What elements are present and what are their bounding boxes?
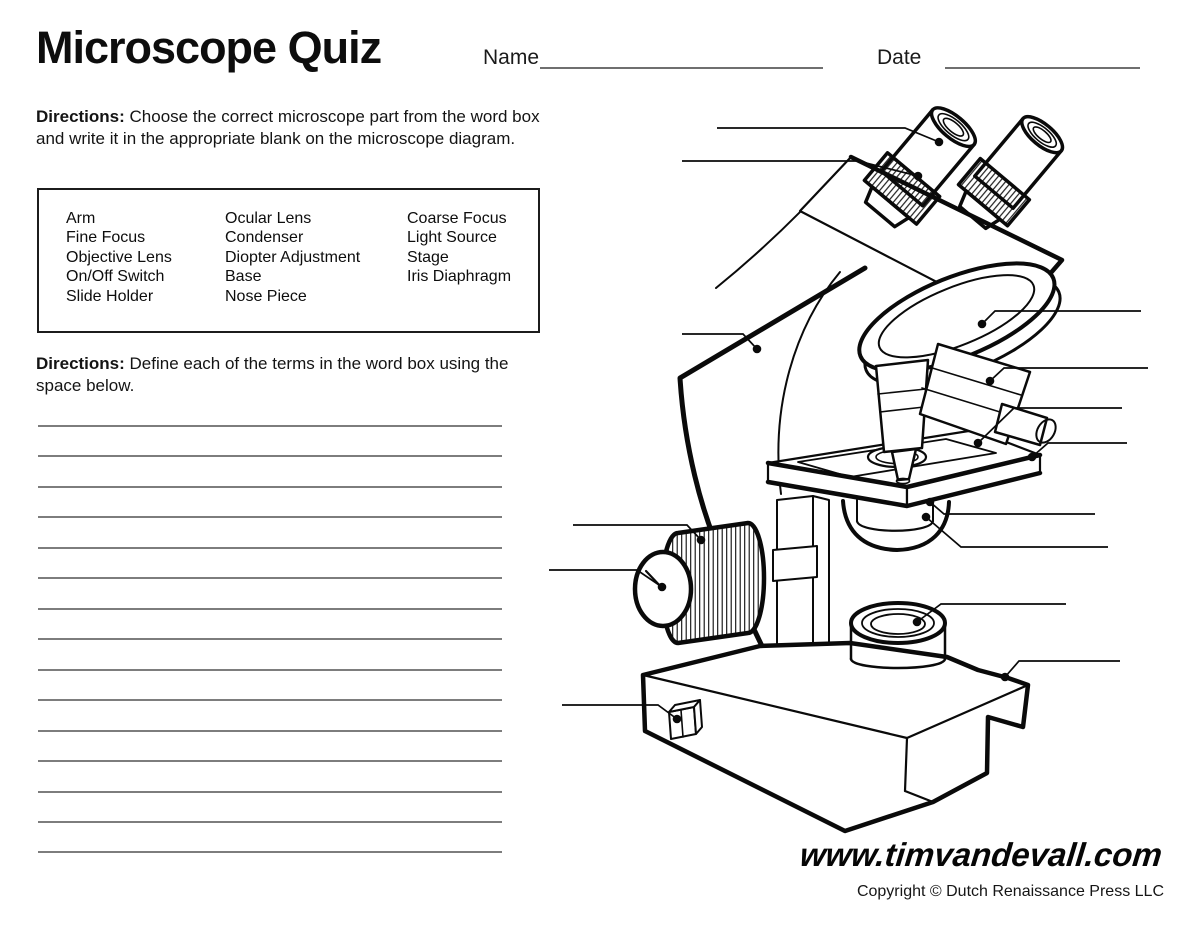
date-label: Date xyxy=(877,46,922,69)
answer-blank-condenser[interactable] xyxy=(930,502,1095,514)
pointer-dot xyxy=(986,377,995,386)
answer-blank-iris-diaphragm[interactable] xyxy=(926,517,1108,547)
pointer-dot xyxy=(913,618,922,627)
copyright-text: Copyright © Dutch Renaissance Press LLC xyxy=(856,883,1164,900)
word-box-term: Base xyxy=(225,268,262,286)
word-box-term: Arm xyxy=(66,210,96,227)
directions-1-text: Choose the correct microscope part from the word box and write it in the appropriate blank on the microscope diagram. xyxy=(36,107,540,148)
pointer-dot xyxy=(658,583,667,592)
word-box-term: Light Source xyxy=(407,229,497,247)
word-box-term: Condenser xyxy=(225,229,304,247)
base xyxy=(643,643,1028,831)
page-title: Microscope Quiz xyxy=(36,22,382,73)
pointer-dot xyxy=(697,536,706,545)
pointer-dot xyxy=(673,715,682,724)
pointer-dot xyxy=(926,498,935,507)
word-box-term: Ocular Lens xyxy=(225,210,312,227)
website-watermark: www.timvandevall.com xyxy=(798,836,1164,873)
word-box-term: Fine Focus xyxy=(66,229,146,247)
pointer-dot xyxy=(914,172,923,181)
directions-2-text: Define each of the terms in the word box using the space below. xyxy=(36,354,509,395)
word-box-term: Nose Piece xyxy=(225,287,307,305)
name-label: Name xyxy=(483,46,540,69)
pointer-dot xyxy=(922,513,931,522)
pointer-dot xyxy=(978,320,987,329)
answer-blank-base[interactable] xyxy=(1005,661,1120,677)
word-box-term: Iris Diaphragm xyxy=(407,268,512,286)
word-box-term: Coarse Focus xyxy=(407,210,507,227)
condenser xyxy=(843,500,949,550)
directions-1-label: Directions: xyxy=(36,107,125,126)
pointer-dot xyxy=(974,439,983,448)
stage-pillar xyxy=(773,496,829,648)
pointer-dot xyxy=(1001,673,1010,682)
directions-2-label: Directions: xyxy=(36,354,125,373)
word-box-term: Stage xyxy=(407,248,449,266)
word-box-term: Diopter Adjustment xyxy=(225,248,361,266)
word-box-term: On/Off Switch xyxy=(66,268,165,286)
word-box-term: Objective Lens xyxy=(66,248,172,266)
pointer-dot xyxy=(753,345,762,354)
word-box-term: Slide Holder xyxy=(66,287,154,305)
answer-blank-stage[interactable] xyxy=(1032,443,1127,457)
pointer-dot xyxy=(1028,453,1037,462)
pointer-dot xyxy=(935,138,944,147)
